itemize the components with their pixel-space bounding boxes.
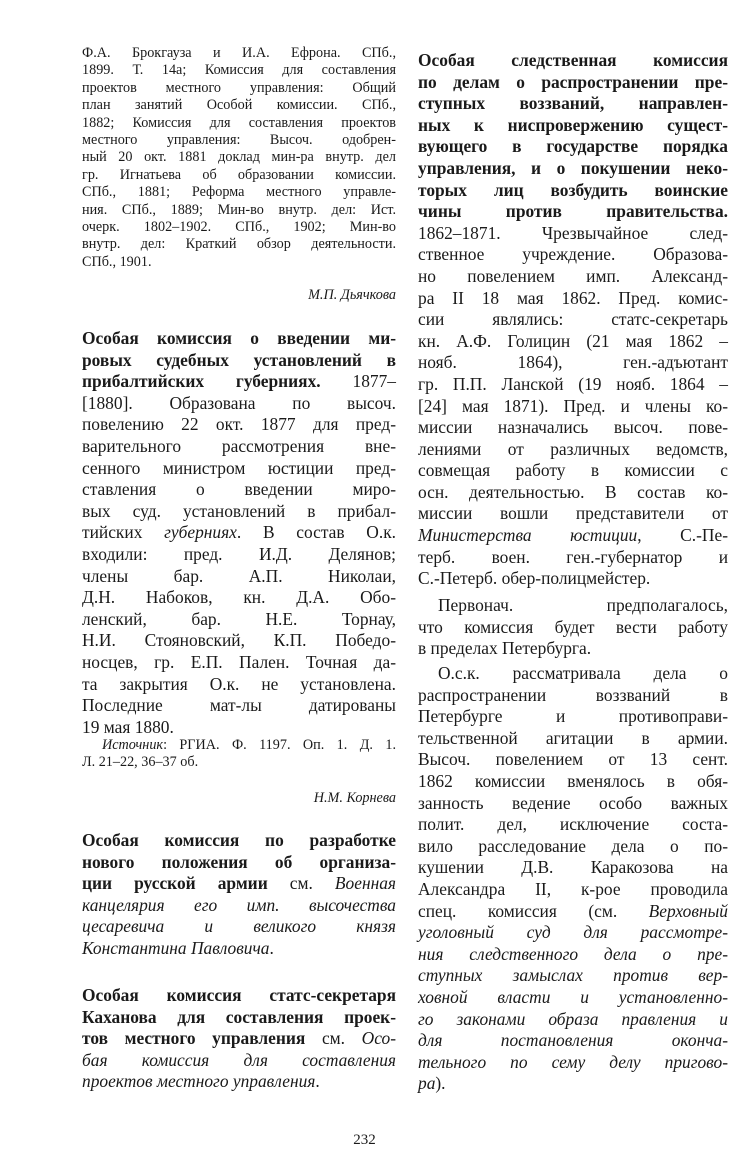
text-line xyxy=(82,97,396,114)
text-line xyxy=(82,895,396,917)
cross-reference: ния следственного дела о пре- xyxy=(418,943,728,964)
text-line xyxy=(418,309,728,331)
text-line xyxy=(418,352,728,374)
article-paragraph xyxy=(82,985,396,1093)
cross-reference: уголовный суд для рассмотре- xyxy=(418,922,728,943)
body-text: носцев, гр. Е.П. Пален. Точная да- xyxy=(82,651,396,672)
body-text: . xyxy=(269,937,274,958)
body-text: Первонач. предполагалось, xyxy=(438,595,728,615)
entry-title: Особая следственная комиссия xyxy=(418,50,728,70)
body-text: Последние мат-лы датированы xyxy=(82,695,396,716)
text-line xyxy=(418,901,728,923)
body-text: проектов местного управления: Общий xyxy=(82,79,396,96)
body-text: распространении воззваний в xyxy=(418,684,728,705)
text-line xyxy=(418,482,728,504)
text-line xyxy=(82,219,396,236)
text-line xyxy=(82,436,396,458)
body-text: [1880]. Образована по высоч. xyxy=(82,392,396,413)
text-line xyxy=(418,439,728,461)
body-text: тельственной агитации в армии. xyxy=(418,727,728,748)
text-line xyxy=(82,1071,396,1093)
text-line xyxy=(418,922,728,944)
text-line xyxy=(418,503,728,525)
text-line xyxy=(418,158,728,180)
body-text: Ф.А. Брокгауза и И.А. Ефрона. СПб., xyxy=(82,45,396,61)
text-line xyxy=(418,728,728,750)
body-text: ния. СПб., 1889; Мин-во внутр. дел: Ист. xyxy=(82,201,396,218)
text-line xyxy=(82,916,396,938)
body-text: ставления о введении миро- xyxy=(82,479,396,500)
text-line xyxy=(418,136,728,158)
text-line xyxy=(82,167,396,184)
text-line xyxy=(418,568,728,590)
text-line xyxy=(82,754,396,771)
text-line xyxy=(418,266,728,288)
text-line xyxy=(82,630,396,652)
article-paragraph xyxy=(82,328,396,738)
text-line xyxy=(82,45,396,62)
body-text: : РГИА. Ф. 1197. Оп. 1. Д. 1. xyxy=(163,737,396,753)
body-text: 1862 комиссии вменялось в обя- xyxy=(418,770,728,791)
cross-reference: ра xyxy=(418,1073,436,1094)
text-line xyxy=(82,674,396,696)
body-text: 1862–1871. Чрезвычайное след- xyxy=(418,222,728,243)
body-text: С.-Петерб. обер-полицмейстер. xyxy=(418,568,651,589)
entry-title: Каханова для составления проек- xyxy=(82,1006,396,1027)
body-text: варительного рассмотрения вне- xyxy=(82,435,396,456)
body-text: план занятий Особой комиссии. СПб., xyxy=(82,97,396,114)
body-text: тийских xyxy=(82,522,165,543)
text-line xyxy=(82,938,396,960)
body-text: ственное учреждение. Образова- xyxy=(418,244,728,265)
text-line xyxy=(82,652,396,674)
text-line xyxy=(82,873,396,895)
body-text: . xyxy=(315,1071,320,1092)
article-author: Н.М. Корнева xyxy=(313,790,396,806)
cross-reference: губерниях xyxy=(164,522,237,543)
text-line xyxy=(418,965,728,987)
cross-reference: для постановления оконча- xyxy=(418,1030,728,1051)
text-line xyxy=(82,62,396,79)
body-text: совмещая работу в комиссии с xyxy=(418,460,728,481)
body-text: повелению 22 окт. 1877 для пред- xyxy=(82,414,396,435)
body-text: О.с.к. рассматривала дела о xyxy=(438,663,728,683)
cross-reference: Министерства юстиции xyxy=(418,525,638,546)
page-number: 232 xyxy=(353,1132,376,1148)
text-line xyxy=(418,417,728,439)
text-line xyxy=(82,717,396,739)
entry-title: управления, и о покушении неко- xyxy=(418,157,728,178)
text-line xyxy=(418,288,728,310)
article-paragraph xyxy=(82,830,396,960)
cross-reference: ховной власти и установленно- xyxy=(418,986,728,1007)
body-text: 1877– xyxy=(320,371,396,392)
entry-title: Особая комиссия статс-секретаря xyxy=(82,985,396,1005)
text-line xyxy=(82,458,396,480)
cross-reference: тельного по сему делу пригово- xyxy=(418,1051,728,1072)
text-line xyxy=(82,830,396,852)
entry-title: Особая комиссия о введении ми- xyxy=(82,328,396,348)
text-line xyxy=(418,879,728,901)
body-text: Петербурге и противоправи- xyxy=(418,706,728,727)
body-text: местного управления: Высоч. одобрен- xyxy=(82,132,396,149)
entry-title: торых лиц возбудить воинские xyxy=(418,179,728,200)
entry-title: Особая комиссия по разработке xyxy=(82,830,396,850)
text-line xyxy=(418,331,728,353)
body-text: СПб., 1901. xyxy=(82,253,152,270)
text-line xyxy=(418,987,728,1009)
text-line xyxy=(82,328,396,350)
text-line xyxy=(82,132,396,149)
entry-title: тов местного управления xyxy=(82,1028,306,1049)
text-line xyxy=(82,566,396,588)
text-line xyxy=(418,595,728,617)
body-text: см. xyxy=(305,1028,362,1049)
body-text: СПб., 1881; Реформа местного управле- xyxy=(82,184,396,201)
text-line xyxy=(418,1073,728,1095)
text-line xyxy=(418,793,728,815)
cross-reference: бая комиссия для составления xyxy=(82,1049,396,1070)
text-line xyxy=(418,460,728,482)
text-line xyxy=(418,547,728,569)
entry-title: по делам о распространении пре- xyxy=(418,71,728,92)
text-line xyxy=(418,663,728,685)
body-text: ра II 18 мая 1862. Пред. комис- xyxy=(418,287,728,308)
text-line xyxy=(418,525,728,547)
body-text: миссии назначались высоч. пове- xyxy=(418,417,728,438)
body-text: 19 мая 1880. xyxy=(82,716,174,737)
text-line xyxy=(82,587,396,609)
body-text: см. xyxy=(267,873,335,894)
entry-title: чины против правительства. xyxy=(418,201,728,222)
entry-title: ровых судебных установлений в xyxy=(82,349,396,370)
text-line xyxy=(82,479,396,501)
cross-reference: Военная xyxy=(334,873,396,894)
body-text: Л. 21–22, 36–37 об. xyxy=(82,754,199,771)
body-text: кн. А.Ф. Голицин (21 мая 1862 – xyxy=(418,330,728,351)
text-line xyxy=(418,706,728,728)
entry-title: прибалтийских губерниях. xyxy=(82,371,321,392)
cross-reference: проектов местного управления xyxy=(82,1071,316,1092)
article-paragraph xyxy=(418,50,728,590)
body-text: гр. П.П. Ланской (19 нояб. 1864 – xyxy=(418,373,728,394)
body-text: Н.И. Стояновский, К.П. Победо- xyxy=(82,630,396,651)
article-paragraph xyxy=(418,663,728,1095)
body-text: Высоч. повелением от 13 сент. xyxy=(418,749,728,770)
body-text: [24] мая 1871). Пред. и члены ко- xyxy=(418,395,728,416)
body-text: что комиссия будет вести работу xyxy=(418,616,728,637)
body-text: осн. деятельностью. В состав ко- xyxy=(418,481,728,502)
text-line xyxy=(418,1052,728,1074)
body-text: сенного министром юстиции пред- xyxy=(82,457,396,478)
text-line xyxy=(82,236,396,253)
body-text: 1899. Т. 14а; Комиссия для составления xyxy=(82,62,396,79)
text-line xyxy=(418,201,728,223)
body-text: та закрытия О.к. не установлена. xyxy=(82,673,396,694)
body-text: кушении Д.В. Каракозова на xyxy=(418,857,728,878)
body-text: но повелением имп. Александ- xyxy=(418,265,728,286)
text-line xyxy=(82,393,396,415)
text-line xyxy=(418,617,728,639)
body-text: терб. воен. ген.-губернатор и xyxy=(418,546,728,567)
cross-reference: го законами образа правления и xyxy=(418,1008,728,1029)
text-line xyxy=(418,396,728,418)
cross-reference: Константина Павловича xyxy=(82,937,270,958)
entry-title: ступных воззваний, направлен- xyxy=(418,93,728,114)
text-line xyxy=(82,184,396,201)
text-line xyxy=(82,737,396,754)
text-line xyxy=(82,350,396,372)
body-text: внутр. дел: Краткий обзор деятельности. xyxy=(82,236,396,253)
text-line xyxy=(418,115,728,137)
article-author: М.П. Дьячкова xyxy=(308,287,396,303)
text-line xyxy=(418,836,728,858)
text-line xyxy=(82,695,396,717)
entry-title: нового положения об организа- xyxy=(82,851,396,872)
text-line xyxy=(418,72,728,94)
body-text: сии являлись: статс-секретарь xyxy=(418,309,728,330)
body-text: очерк. 1802–1902. СПб., 1902; Мин-во xyxy=(82,219,396,236)
text-line xyxy=(82,80,396,97)
body-text: . В состав О.к. xyxy=(236,522,396,543)
body-text: миссии вошли представители от xyxy=(418,503,728,524)
text-line xyxy=(418,180,728,202)
text-line xyxy=(418,50,728,72)
cross-reference: цесаревича и великого князя xyxy=(82,916,396,937)
text-line xyxy=(418,685,728,707)
text-line xyxy=(82,202,396,219)
body-text: гр. Игнатьева об образовании комиссии. xyxy=(82,166,396,183)
body-text: полит. дел, исключение соста- xyxy=(418,814,728,835)
body-text: Д.Н. Набоков, кн. Д.А. Обо- xyxy=(82,587,396,608)
cross-reference: Верховный xyxy=(648,900,728,921)
body-text: члены бар. А.П. Николаи, xyxy=(82,565,396,586)
text-line xyxy=(418,1030,728,1052)
body-text: лениями от различных ведомств, xyxy=(418,438,728,459)
body-text: ленский, бар. Н.Е. Торнау, xyxy=(82,608,396,629)
text-line xyxy=(82,609,396,631)
text-line xyxy=(418,244,728,266)
text-line xyxy=(82,501,396,523)
body-text: Александра II, к-рое проводила xyxy=(418,878,728,899)
body-text: , С.-Пе- xyxy=(637,525,728,546)
body-text: занность ведение особо важных xyxy=(418,792,728,813)
text-line xyxy=(82,1050,396,1072)
text-line xyxy=(82,254,396,271)
cross-reference: Источник xyxy=(102,737,164,753)
text-line xyxy=(418,857,728,879)
entry-title: ции русской армии xyxy=(82,873,268,894)
entry-title: вующего в государстве порядка xyxy=(418,136,728,157)
text-line xyxy=(82,852,396,874)
text-line xyxy=(418,638,728,660)
text-line xyxy=(82,985,396,1007)
text-line xyxy=(418,944,728,966)
text-line xyxy=(82,371,396,393)
body-text: спец. комиссия (см. xyxy=(418,900,649,921)
text-line xyxy=(82,544,396,566)
body-text: ный 20 окт. 1881 доклад мин-ра внутр. дел xyxy=(82,149,396,166)
body-text: вило расследование дела о по- xyxy=(418,835,728,856)
body-text: входили: пред. И.Д. Делянов; xyxy=(82,543,396,564)
cross-reference: Осо- xyxy=(361,1028,396,1049)
text-line xyxy=(82,1007,396,1029)
text-line xyxy=(418,223,728,245)
text-line xyxy=(418,374,728,396)
cross-reference: ступных замыслах против вер- xyxy=(418,965,728,986)
body-text: в пределах Петербурга. xyxy=(418,638,592,659)
text-line xyxy=(418,749,728,771)
entry-title: ных к ниспровержению сущест- xyxy=(418,114,728,135)
text-line xyxy=(82,115,396,132)
text-line xyxy=(418,771,728,793)
article-paragraph xyxy=(418,595,728,660)
reference-text xyxy=(82,45,396,271)
cross-reference: канцелярия его имп. высочества xyxy=(82,894,396,915)
text-line xyxy=(82,149,396,166)
body-text: вых суд. установлений в прибал- xyxy=(82,500,396,521)
text-line xyxy=(82,414,396,436)
text-line xyxy=(418,93,728,115)
body-text: 1882; Комиссия для составления проектов xyxy=(82,114,396,131)
text-line xyxy=(82,1028,396,1050)
text-line xyxy=(418,1009,728,1031)
reference-text xyxy=(82,737,396,772)
body-text: ). xyxy=(435,1073,446,1094)
text-line xyxy=(82,522,396,544)
body-text: нояб. 1864), ген.-адъютант xyxy=(418,352,728,373)
text-line xyxy=(418,814,728,836)
